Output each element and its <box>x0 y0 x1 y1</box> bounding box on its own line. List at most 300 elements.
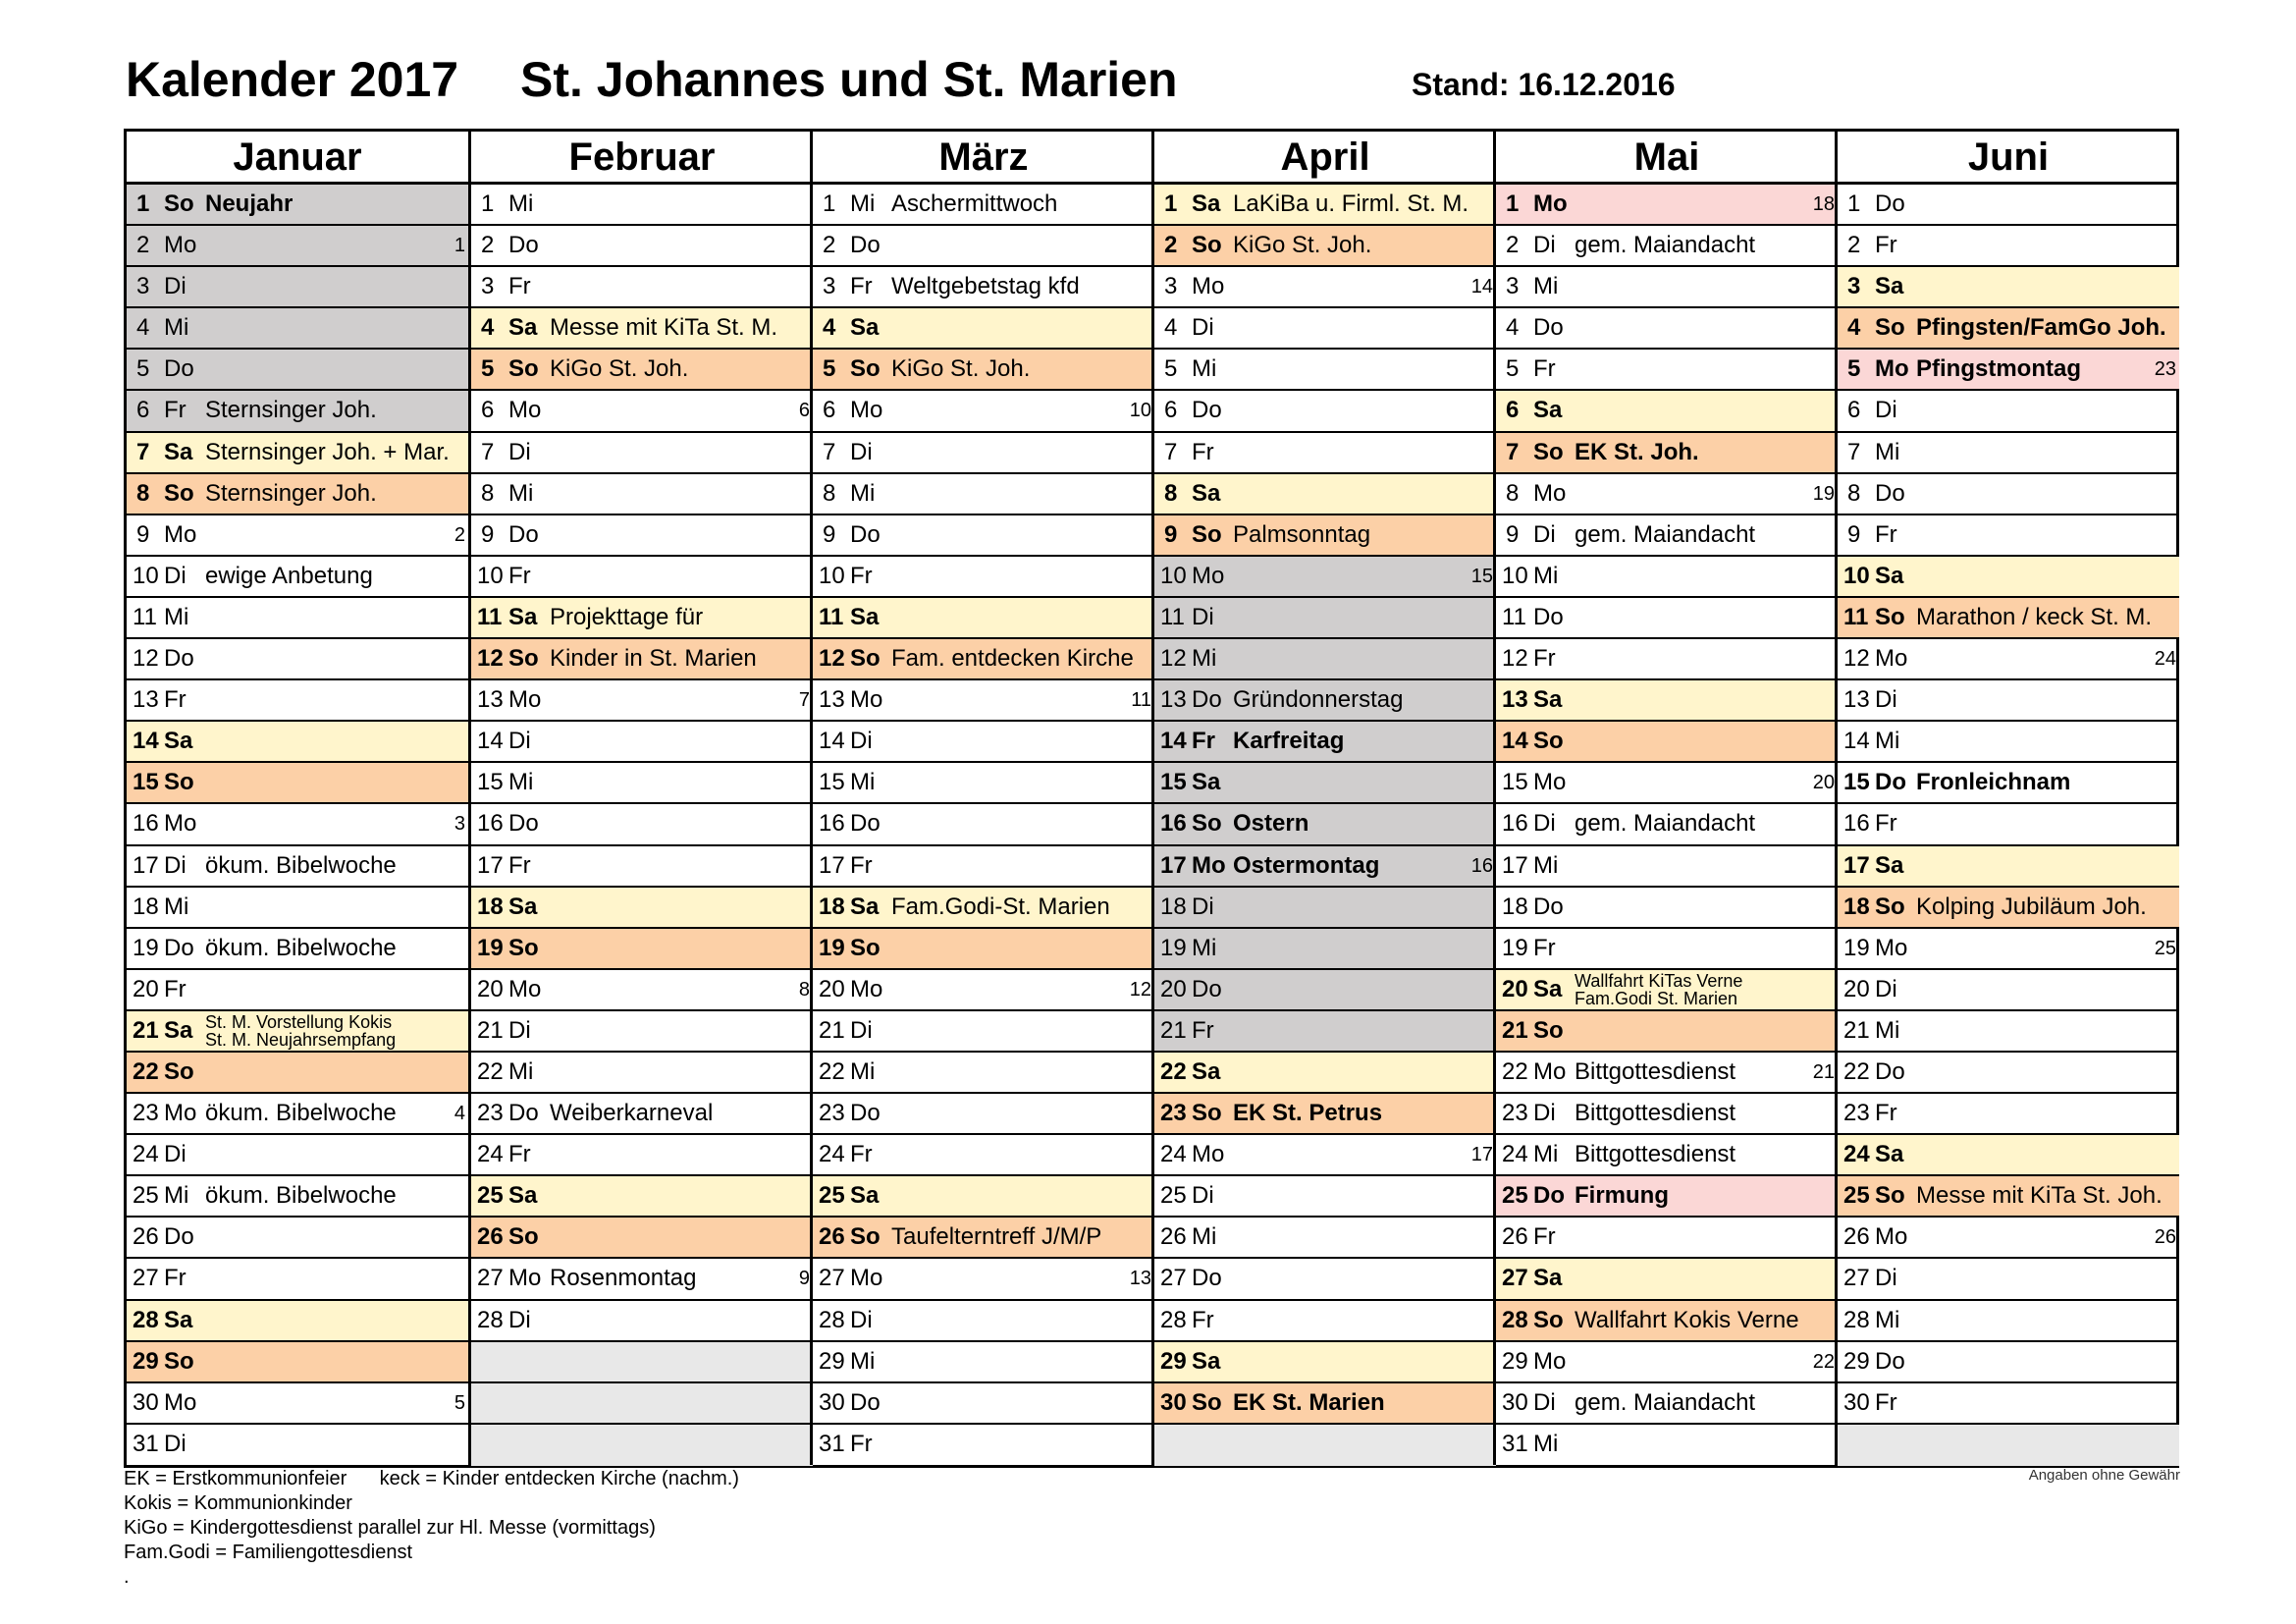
day-number: 23 <box>1160 1100 1187 1127</box>
weekday-label: Sa <box>1192 479 1221 507</box>
weekday-label: Do <box>1192 686 1222 714</box>
day-cell <box>471 929 813 970</box>
weekday-label: Fr <box>1533 934 1556 961</box>
day-cell <box>1496 598 1838 639</box>
event-label: Palmsonntag <box>1233 520 1371 548</box>
week-number: 14 <box>1470 276 1493 298</box>
day-cell <box>1838 639 2179 680</box>
day-cell <box>1154 350 1496 391</box>
day-number: 2 <box>1164 232 1178 259</box>
day-number: 17 <box>1502 851 1528 879</box>
day-number: 6 <box>481 397 495 424</box>
day-cell <box>1838 350 2179 391</box>
day-cell <box>127 185 468 226</box>
day-cell <box>1496 763 1838 804</box>
day-number: 12 <box>819 645 845 673</box>
day-number: 14 <box>133 728 159 755</box>
event-label: Messe mit KiTa St. M. <box>550 314 778 342</box>
event-label: Ostermontag <box>1233 851 1380 879</box>
weekday-label: Di <box>850 1016 873 1044</box>
event-label: ökum. Bibelwoche <box>205 851 397 879</box>
day-cell <box>471 1218 813 1259</box>
day-number: 3 <box>1506 273 1520 300</box>
weekday-label: Sa <box>1875 1141 1904 1168</box>
day-cell <box>813 557 1154 598</box>
weekday-label: Sa <box>508 893 538 920</box>
day-cell <box>127 1053 468 1094</box>
day-number: 23 <box>477 1100 504 1127</box>
day-cell <box>813 1342 1154 1383</box>
day-number: 10 <box>1843 562 1870 589</box>
day-number: 2 <box>481 232 495 259</box>
weekday-label: Fr <box>508 851 531 879</box>
weekday-label: So <box>1192 1388 1222 1416</box>
day-cell <box>1838 1342 2179 1383</box>
weekday-label: Mo <box>1875 1223 1908 1251</box>
day-number: 13 <box>819 686 845 714</box>
weekday-label: Mi <box>1875 728 1900 755</box>
month-column <box>1835 132 2179 1465</box>
weekday-label: Do <box>1533 1182 1565 1210</box>
day-cell <box>127 846 468 888</box>
day-number: 5 <box>481 355 495 383</box>
day-number: 14 <box>1843 728 1870 755</box>
event-label: Messe mit KiTa St. Joh. <box>1916 1182 2163 1210</box>
day-cell <box>1154 267 1496 308</box>
weekday-label: Di <box>508 438 531 465</box>
weekday-label: Di <box>164 1141 187 1168</box>
day-cell <box>127 1176 468 1218</box>
weekday-label: So <box>164 1057 194 1085</box>
day-number: 12 <box>133 645 159 673</box>
day-cell <box>1838 308 2179 350</box>
day-cell <box>1154 557 1496 598</box>
weekday-label: Mo <box>508 1265 542 1292</box>
day-number: 13 <box>477 686 504 714</box>
weekday-label: So <box>1533 438 1564 465</box>
day-number: 17 <box>819 851 845 879</box>
day-cell <box>471 1094 813 1135</box>
day-cell <box>127 1301 468 1342</box>
day-number: 12 <box>1160 645 1187 673</box>
weekday-label: Do <box>164 355 194 383</box>
day-cell <box>813 1053 1154 1094</box>
day-number: 14 <box>1502 728 1528 755</box>
weekday-label: Mi <box>850 1347 876 1375</box>
event-label: Sternsinger Joh. <box>205 397 377 424</box>
weekday-label: Mo <box>164 1388 197 1416</box>
day-cell <box>471 722 813 763</box>
day-number: 29 <box>133 1347 159 1375</box>
day-cell <box>471 515 813 557</box>
day-number: 23 <box>133 1100 159 1127</box>
day-number: 17 <box>1843 851 1870 879</box>
day-cell <box>1154 515 1496 557</box>
event-label: KiGo St. Joh. <box>891 355 1031 383</box>
event-label: KiGo St. Joh. <box>550 355 689 383</box>
day-cell <box>1154 846 1496 888</box>
month-header: Februar <box>471 132 813 185</box>
day-number: 9 <box>481 520 495 548</box>
day-cell <box>1496 474 1838 515</box>
weekday-label: Di <box>850 1306 873 1333</box>
day-number: 3 <box>1847 273 1861 300</box>
day-cell <box>471 970 813 1011</box>
day-cell <box>1496 804 1838 845</box>
day-number: 26 <box>1843 1223 1870 1251</box>
day-number: 3 <box>136 273 150 300</box>
day-cell <box>471 763 813 804</box>
day-cell <box>1496 846 1838 888</box>
day-number: 13 <box>1843 686 1870 714</box>
weekday-label: Fr <box>1192 438 1214 465</box>
day-number: 28 <box>1160 1306 1187 1333</box>
weekday-label: Sa <box>1533 975 1563 1002</box>
day-number: 11 <box>1502 603 1526 630</box>
day-number: 6 <box>1506 397 1520 424</box>
day-cell <box>1838 185 2179 226</box>
day-cell <box>813 1301 1154 1342</box>
day-cell <box>1496 1011 1838 1053</box>
day-cell <box>1838 680 2179 722</box>
day-cell <box>813 639 1154 680</box>
day-number: 4 <box>481 314 495 342</box>
day-number: 22 <box>133 1057 159 1085</box>
weekday-label: Mo <box>1875 934 1908 961</box>
day-number: 16 <box>1160 810 1187 838</box>
day-number: 18 <box>133 893 159 920</box>
day-cell <box>127 557 468 598</box>
day-cell <box>813 433 1154 474</box>
day-cell <box>1838 557 2179 598</box>
event-label: St. M. Vorstellung Kokis St. M. Neujahrsempfang <box>205 1011 397 1050</box>
empty-day-cell <box>1838 1425 2179 1466</box>
day-cell <box>1496 1425 1838 1466</box>
event-label: ökum. Bibelwoche <box>205 1182 397 1210</box>
weekday-label: Di <box>1875 397 1897 424</box>
weekday-label: Do <box>850 520 881 548</box>
day-cell <box>1838 1259 2179 1300</box>
day-cell <box>1154 1218 1496 1259</box>
weekday-label: Do <box>508 810 539 838</box>
weekday-label: Mo <box>1192 1141 1225 1168</box>
day-number: 25 <box>477 1182 504 1210</box>
event-label: EK St. Marien <box>1233 1388 1385 1416</box>
weekday-label: Mo <box>1533 190 1568 217</box>
event-label: Sternsinger Joh. <box>205 479 377 507</box>
weekday-label: Sa <box>1875 562 1904 589</box>
weekday-label: Mo <box>1533 769 1567 796</box>
day-number: 24 <box>819 1141 845 1168</box>
weekday-label: Di <box>850 728 873 755</box>
day-cell <box>127 474 468 515</box>
weekday-label: So <box>508 355 539 383</box>
weekday-label: Fr <box>164 1265 187 1292</box>
day-cell <box>471 680 813 722</box>
day-cell <box>471 1176 813 1218</box>
weekday-label: Mi <box>1192 1223 1217 1251</box>
day-cell <box>471 433 813 474</box>
day-cell <box>1838 888 2179 929</box>
day-cell <box>471 226 813 267</box>
day-number: 27 <box>1502 1265 1528 1292</box>
weekday-label: Fr <box>508 562 531 589</box>
weekday-label: Mi <box>508 769 534 796</box>
day-number: 22 <box>819 1057 845 1085</box>
day-cell <box>1838 1053 2179 1094</box>
day-cell <box>1496 1301 1838 1342</box>
day-cell <box>1154 929 1496 970</box>
weekday-label: Sa <box>508 314 538 342</box>
day-cell <box>127 929 468 970</box>
event-label: Aschermittwoch <box>891 190 1058 217</box>
day-cell <box>1496 350 1838 391</box>
weekday-label: Sa <box>164 1306 193 1333</box>
day-number: 30 <box>1160 1388 1187 1416</box>
weekday-label: Sa <box>850 314 880 342</box>
day-cell <box>471 474 813 515</box>
day-number: 13 <box>133 686 159 714</box>
week-number: 13 <box>1129 1268 1151 1290</box>
day-number: 12 <box>1843 645 1870 673</box>
day-number: 16 <box>133 810 159 838</box>
weekday-label: Di <box>1533 232 1556 259</box>
weekday-label: Di <box>164 562 187 589</box>
event-label: Weiberkarneval <box>550 1100 714 1127</box>
calendar-title: Kalender 2017 <box>126 52 459 107</box>
day-cell <box>1496 433 1838 474</box>
day-number: 8 <box>1847 479 1861 507</box>
weekday-label: Mo <box>1875 645 1908 673</box>
day-number: 8 <box>481 479 495 507</box>
day-number: 4 <box>1506 314 1520 342</box>
week-number: 18 <box>1812 193 1835 215</box>
weekday-label: Fr <box>1875 1100 1897 1127</box>
day-cell <box>471 267 813 308</box>
day-number: 14 <box>477 728 504 755</box>
weekday-label: Mi <box>1875 1016 1900 1044</box>
day-cell <box>1154 433 1496 474</box>
event-label: KiGo St. Joh. <box>1233 232 1372 259</box>
weekday-label: Fr <box>1875 232 1897 259</box>
weekday-label: Mi <box>850 479 876 507</box>
weekday-label: Fr <box>1875 520 1897 548</box>
day-cell <box>127 350 468 391</box>
event-label: Wallfahrt Kokis Verne <box>1575 1306 1799 1333</box>
day-number: 26 <box>1160 1223 1187 1251</box>
day-number: 26 <box>133 1223 159 1251</box>
event-label: Marathon / keck St. M. <box>1916 603 2153 630</box>
day-cell <box>1154 474 1496 515</box>
event-label: Ostern <box>1233 810 1309 838</box>
weekday-label: Do <box>1192 1265 1222 1292</box>
day-cell <box>127 1342 468 1383</box>
week-number: 26 <box>2154 1226 2176 1249</box>
event-label: Fam.Godi-St. Marien <box>891 893 1110 920</box>
empty-day-cell <box>471 1342 813 1383</box>
event-label: Fronleichnam <box>1916 769 2071 796</box>
day-number: 11 <box>133 603 157 630</box>
day-number: 26 <box>819 1223 845 1251</box>
weekday-label: Mi <box>164 314 189 342</box>
day-number: 4 <box>136 314 150 342</box>
day-number: 9 <box>1506 520 1520 548</box>
day-cell <box>813 1094 1154 1135</box>
weekday-label: Mi <box>850 190 876 217</box>
event-label: Kolping Jubiläum Joh. <box>1916 893 2147 920</box>
weekday-label: Mi <box>1192 645 1217 673</box>
day-number: 6 <box>136 397 150 424</box>
day-cell <box>1154 639 1496 680</box>
legend-line: EK = Erstkommunionfeier keck = Kinder entdecken Kirche (nachm.) <box>124 1468 739 1489</box>
day-number: 21 <box>1843 1016 1870 1044</box>
weekday-label: Di <box>1533 810 1556 838</box>
weekday-label: Mi <box>508 1057 534 1085</box>
day-cell <box>1496 639 1838 680</box>
weekday-label: Mi <box>1875 1306 1900 1333</box>
disclaimer: Angaben ohne Gewähr <box>2028 1467 2180 1484</box>
week-number: 8 <box>798 978 810 1001</box>
day-cell <box>127 598 468 639</box>
day-number: 21 <box>1502 1016 1528 1044</box>
weekday-label: Do <box>1533 603 1564 630</box>
day-cell <box>1154 185 1496 226</box>
day-cell <box>1496 226 1838 267</box>
event-label: ökum. Bibelwoche <box>205 934 397 961</box>
day-number: 19 <box>1502 934 1528 961</box>
weekday-label: Fr <box>164 686 187 714</box>
day-number: 21 <box>133 1016 159 1044</box>
day-cell <box>813 185 1154 226</box>
weekday-label: Mo <box>164 520 197 548</box>
parish-subtitle: St. Johannes und St. Marien <box>520 52 1178 107</box>
weekday-label: Fr <box>850 562 873 589</box>
day-number: 29 <box>1502 1347 1528 1375</box>
day-number: 7 <box>136 438 150 465</box>
week-number: 22 <box>1812 1350 1835 1373</box>
weekday-label: Di <box>1192 893 1214 920</box>
legend-line: Kokis = Kommunionkinder <box>124 1492 352 1514</box>
weekday-label: So <box>1875 603 1905 630</box>
event-label: Weltgebetstag kfd <box>891 273 1080 300</box>
day-number: 2 <box>1506 232 1520 259</box>
day-cell <box>127 970 468 1011</box>
weekday-label: Do <box>1875 1347 1905 1375</box>
day-number: 9 <box>1847 520 1861 548</box>
weekday-label: Mi <box>164 1182 189 1210</box>
day-cell <box>1496 1218 1838 1259</box>
day-cell <box>1838 1094 2179 1135</box>
day-number: 18 <box>1843 893 1870 920</box>
day-cell <box>471 1259 813 1300</box>
day-number: 15 <box>1502 769 1528 796</box>
day-cell <box>1496 1053 1838 1094</box>
day-number: 19 <box>1160 934 1187 961</box>
day-cell <box>1838 1176 2179 1218</box>
day-cell <box>127 515 468 557</box>
event-label: gem. Maiandacht <box>1575 232 1756 259</box>
day-cell <box>127 267 468 308</box>
day-number: 4 <box>1164 314 1178 342</box>
weekday-label: So <box>1192 232 1222 259</box>
day-number: 13 <box>1160 686 1187 714</box>
day-cell <box>1838 267 2179 308</box>
day-number: 12 <box>1502 645 1528 673</box>
weekday-label: Mi <box>508 190 534 217</box>
day-cell <box>1154 1053 1496 1094</box>
weekday-label: Fr <box>1533 355 1556 383</box>
weekday-label: So <box>164 190 194 217</box>
day-cell <box>813 1383 1154 1425</box>
weekday-label: Fr <box>1192 1016 1214 1044</box>
weekday-label: So <box>1533 728 1564 755</box>
weekday-label: Do <box>1875 479 1905 507</box>
month-header: Januar <box>127 132 468 185</box>
day-cell <box>813 267 1154 308</box>
day-number: 8 <box>1506 479 1520 507</box>
day-number: 23 <box>819 1100 845 1127</box>
event-label: gem. Maiandacht <box>1575 520 1756 548</box>
weekday-label: Mi <box>850 1057 876 1085</box>
day-cell <box>1496 1135 1838 1176</box>
weekday-label: Sa <box>1875 851 1904 879</box>
week-number: 15 <box>1470 565 1493 587</box>
day-cell <box>1838 722 2179 763</box>
weekday-label: Fr <box>850 851 873 879</box>
legend-line: . <box>124 1566 130 1588</box>
weekday-label: Di <box>850 438 873 465</box>
weekday-label: Sa <box>1875 273 1904 300</box>
weekday-label: So <box>1533 1016 1564 1044</box>
day-cell <box>813 474 1154 515</box>
weekday-label: Mi <box>164 893 189 920</box>
day-number: 20 <box>1843 975 1870 1002</box>
weekday-label: So <box>1875 314 1905 342</box>
day-number: 16 <box>1502 810 1528 838</box>
day-number: 7 <box>1847 438 1861 465</box>
day-number: 19 <box>133 934 159 961</box>
day-cell <box>127 1218 468 1259</box>
day-number: 24 <box>133 1141 159 1168</box>
weekday-label: Di <box>1533 1100 1556 1127</box>
day-cell <box>1154 1301 1496 1342</box>
month-column <box>1151 132 1496 1465</box>
day-cell <box>1838 1011 2179 1053</box>
day-number: 27 <box>1843 1265 1870 1292</box>
weekday-label: Mo <box>1533 1057 1567 1085</box>
weekday-label: Fr <box>1192 728 1215 755</box>
day-number: 22 <box>1502 1057 1528 1085</box>
day-number: 5 <box>823 355 836 383</box>
event-label: Taufelterntreff J/M/P <box>891 1223 1102 1251</box>
day-cell <box>1154 763 1496 804</box>
event-label: Firmung <box>1575 1182 1669 1210</box>
weekday-label: Mo <box>1533 1347 1567 1375</box>
week-number: 25 <box>2154 937 2176 959</box>
weekday-label: Di <box>1875 975 1897 1002</box>
legend <box>124 1467 739 1590</box>
weekday-label: Di <box>164 851 187 879</box>
event-label: gem. Maiandacht <box>1575 1388 1756 1416</box>
weekday-label: Mo <box>508 975 542 1002</box>
legend-line: KiGo = Kindergottesdienst parallel zur Hl. Messe (vormittags) <box>124 1517 656 1539</box>
weekday-label: Do <box>1192 975 1222 1002</box>
stand-date: Stand: 16.12.2016 <box>1412 67 1676 102</box>
weekday-label: Sa <box>1192 769 1221 796</box>
day-cell <box>1838 846 2179 888</box>
day-number: 3 <box>481 273 495 300</box>
day-cell <box>471 639 813 680</box>
